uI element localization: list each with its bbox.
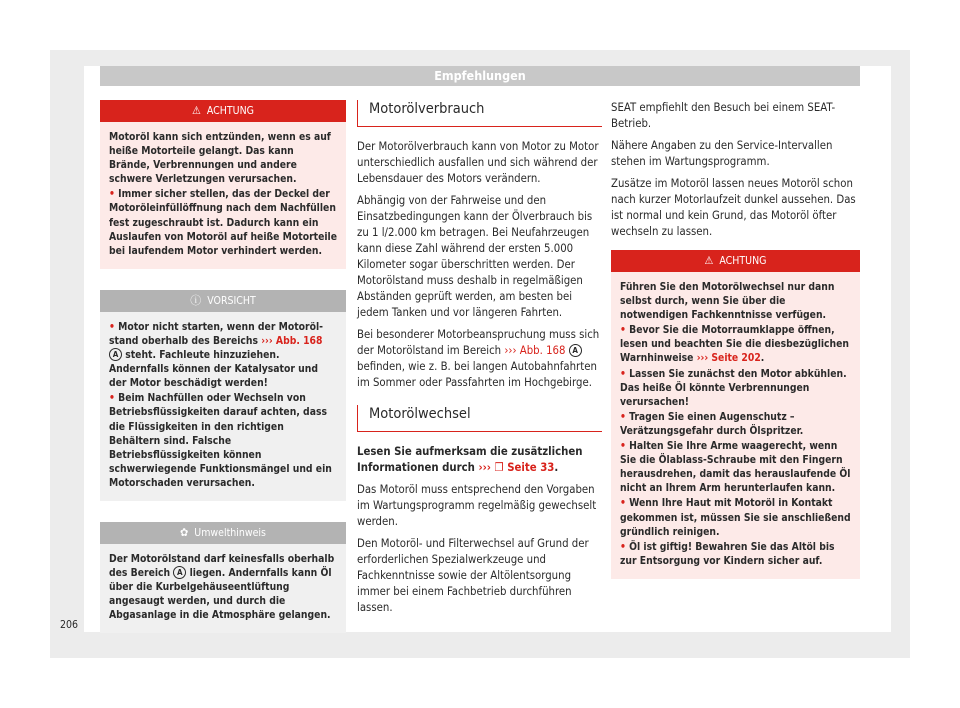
bullet-icon: •	[109, 320, 119, 333]
section-heading: Motorölwechsel	[357, 405, 602, 432]
marker-letter: A	[173, 566, 186, 579]
section-body	[611, 100, 860, 240]
warning-bullet: • Öl ist giftig! Bewahren Sie das Altöl bis zur Entsorgung vor Kindern sicher auf.	[620, 540, 835, 567]
environment-text: Der Motorölstand darf keinesfalls oberhalb des Bereich A liegen. Andernfalls kann Öl über die Kurbelgehäuseentlüftung angesaugt werden, und durch die Abgasanlage in die Atmosphäre gelangen.	[109, 552, 335, 622]
section-heading: Motorölverbrauch	[357, 100, 602, 127]
environment-box-title	[100, 522, 346, 544]
warning-bullet: • Immer sicher stellen, das der Deckel der Motoröleinfüllöffnung nach dem Nachfüllen fest zugeschraubt ist. Dadurch kann ein Auslaufen von Motoröl auf heiße Motorteile bei laufendem Motor verhindert werden.	[109, 188, 337, 257]
marker-letter: A	[569, 344, 582, 357]
warning-title: ACHTUNG	[206, 104, 254, 117]
warning-bullet: • Lassen Sie zunächst den Motor abkühlen. Das heiße Öl könnte Verbrennungen verursachen!	[620, 367, 847, 408]
bullet-icon: •	[620, 497, 630, 510]
page-link[interactable]: Seite 33	[507, 461, 555, 474]
caution-box-body	[100, 312, 346, 501]
paragraph: Nähere Angaben zu den Service-Intervallen stehen im Wartungsprogramm.	[611, 139, 833, 168]
environment-box-body	[100, 544, 346, 633]
paragraph: Lesen Sie aufmerksam die zusätzlichen Informationen durch ››› ❐ Seite 33.	[357, 445, 583, 474]
figure-link[interactable]: ››› Abb. 168	[261, 334, 323, 347]
bullet-icon: •	[620, 367, 630, 380]
paragraph: SEAT empfiehlt den Besuch bei einem SEAT-Betrieb.	[611, 101, 836, 130]
caution-bullet: • Beim Nachfüllen oder Wechseln von Betriebsflüssigkeiten darauf achten, dass die Flüssigkeiten in den richtigen Behältern sind. Falsche Betriebsflüssigkeiten können schwerwiegende Funktionsmängel und ein Motorschaden verursachen.	[109, 392, 332, 489]
warning-bullet: • Bevor Sie die Motorraumklappe öffnen, lesen und beachten Sie die diesbezüglichen Warnhinweise ››› Seite 202.	[620, 324, 850, 365]
page-header: Empfehlungen	[100, 66, 860, 86]
environment-box	[100, 522, 346, 633]
caution-box	[100, 290, 346, 501]
page-link[interactable]: ››› Seite 202	[696, 352, 761, 365]
arrow-icon: ›››	[478, 461, 491, 474]
warning-bullet: • Halten Sie Ihre Arme waagerecht, wenn Sie die Ölablass-Schraube mit den Fingern herausdrehen, damit das herauslaufende Öl nicht an Ihrem Arm herunterlaufen kann.	[620, 440, 851, 495]
warning-box-title	[100, 100, 346, 122]
warning-box-body	[100, 122, 346, 269]
caution-box-title	[100, 290, 346, 312]
warning-box	[100, 100, 346, 269]
warning-text: Führen Sie den Motorölwechsel nur dann selbst durch, wenn Sie über die notwendigen Fachkenntnisse verfügen.	[620, 281, 835, 322]
warning-box-body	[611, 272, 860, 579]
bullet-icon: •	[620, 540, 630, 553]
book-icon: ❐	[494, 461, 504, 474]
paragraph: Abhängig von der Fahrweise und den Einsatzbedingungen kann der Ölverbrauch bis zu 1 l/2.000 km betragen. Bei Neufahrzeugen kann diese Zahl während der ersten 5.000 Kilometer sogar überschritten werden. Der Motorölstand muss deshalb in regelmäßigen Abständen geprüft werden, am besten bei jedem Tanken und vor längeren Fahrten.	[357, 194, 593, 319]
column-right	[611, 100, 860, 579]
paragraph: Zusätze im Motoröl lassen neues Motoröl schon nach kurzer Motorlaufzeit dunkel aussehen. Das ist normal und kein Grund, das Motoröl öfter wechseln zu lassen.	[611, 177, 856, 238]
warning-box-title	[611, 250, 860, 272]
bullet-icon: •	[620, 324, 630, 337]
bullet-icon: •	[620, 410, 630, 423]
bullet-icon: •	[620, 440, 630, 453]
paragraph: Den Motoröl- und Filterwechsel auf Grund der erforderlichen Spezialwerkzeuge und Fachkenntnisse sowie der Altölentsorgung immer bei einem Fachbetrieb durchführen lassen.	[357, 537, 589, 614]
paragraph: Bei besonderer Motorbeanspruchung muss sich der Motorölstand im Bereich ››› Abb. 168 A befinden, wie z. B. bei langen Autobahnfahrten im Sommer oder Passfahrten im Hochgebirge.	[357, 328, 600, 389]
warning-box	[611, 250, 860, 579]
paragraph: Der Motorölverbrauch kann von Motor zu Motor unterschiedlich ausfallen und sich während der Lebensdauer des Motors verändern.	[357, 140, 599, 185]
caution-bullet: • Motor nicht starten, wenn der Motorölstand oberhalb des Bereichs ››› Abb. 168 A steht. Fachleute hinzuziehen. Andernfalls können der Katalysator und der Motor beschädigt werden!	[109, 320, 323, 390]
environment-icon: ✿	[180, 525, 189, 539]
info-circle-icon: ⓘ	[190, 293, 202, 307]
warning-triangle-icon: ⚠	[192, 103, 201, 117]
section-body	[357, 444, 602, 616]
column-middle	[357, 100, 602, 622]
section-body	[357, 139, 602, 391]
column-left	[100, 100, 346, 633]
environment-title: Umwelthinweis	[194, 526, 266, 539]
paragraph: Das Motoröl muss entsprechend den Vorgaben im Wartungsprogramm regelmäßig gewechselt werden.	[357, 483, 597, 528]
page-number: 206	[60, 619, 79, 631]
warning-title: ACHTUNG	[719, 254, 767, 267]
warning-bullet: • Wenn Ihre Haut mit Motoröl in Kontakt gekommen ist, müssen Sie sie anschließend gründlich reinigen.	[620, 497, 851, 538]
figure-link[interactable]: ››› Abb. 168	[504, 344, 566, 357]
warning-bullet: • Tragen Sie einen Augenschutz – Verätzungsgefahr durch Ölspritzer.	[620, 410, 804, 437]
warning-triangle-icon: ⚠	[704, 253, 714, 267]
caution-title: VORSICHT	[207, 294, 256, 307]
bullet-icon: •	[109, 188, 119, 201]
marker-letter: A	[109, 348, 122, 361]
warning-text: Motoröl kann sich entzünden, wenn es auf heiße Motorteile gelangt. Das kann Brände, Verbrennungen und andere schwere Verletzungen verursachen.	[109, 131, 331, 186]
bullet-icon: •	[109, 392, 119, 405]
